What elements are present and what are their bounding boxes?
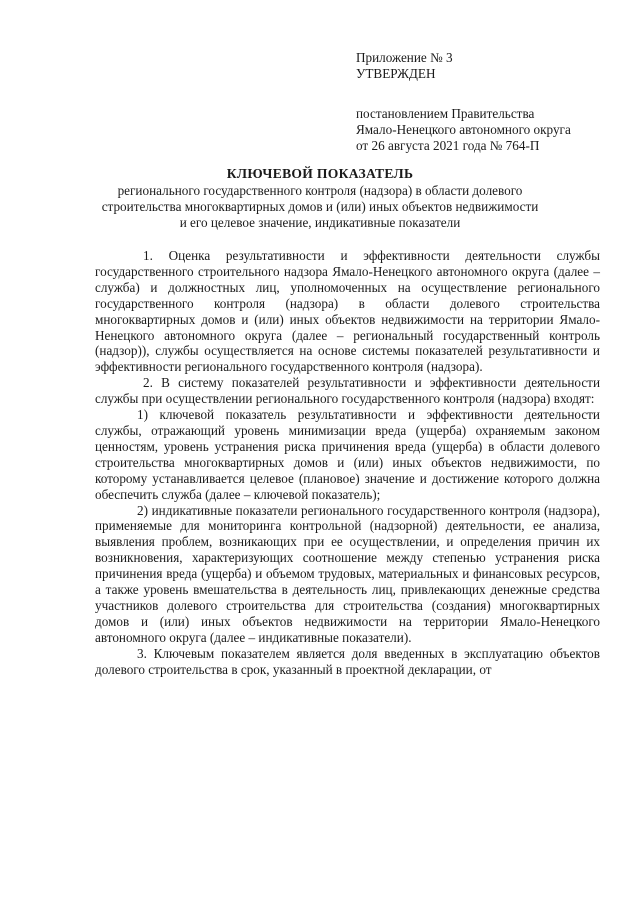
document-title: КЛЮЧЕВОЙ ПОКАЗАТЕЛЬ <box>226 166 414 181</box>
subtitle-line: регионального государственного контроля (надзора) в области долевого <box>117 183 523 198</box>
approval-block <box>356 50 571 154</box>
subparagraph-1: 1) ключевой показатель результативности и эффективности деятельности службы, отражающий уровень минимизации вреда (ущерба) охраняемым законом ценностям, уровень устранения риска причинения вреда (ущерба) в области долевого строительства многоквартирных домов и (или) иных объектов недвижимости, по которому устанавливается целевое (плановое) значение и достижение которого должна обеспечить служба (далее – ключевой показатель); <box>95 407 600 502</box>
resolution-line: постановлением Правительства <box>356 106 535 121</box>
subtitle-line: и его целевое значение, индикативные показатели <box>179 215 461 230</box>
paragraph-3: 3. Ключевым показателем является доля введенных в эксплуатацию объектов долевого строительства в срок, указанный в проектной декларации, от <box>95 645 600 677</box>
paragraph-1: 1. Оценка результативности и эффективности деятельности службы государственного строительного надзора Ямало-Ненецкого автономного округа (далее – служба) и должностных лиц, уполномоченных на осуществление регионального государственного контроля (надзора) в области долевого строительства многоквартирных домов и (или) иных объектов недвижимости на территории Ямало-Ненецкого автономного округа (далее – региональный государственный контроль (надзор)), службы осуществляется на основе системы показателей результативности и эффективности регионального государственного контроля (надзора). <box>95 248 600 375</box>
appendix-number: Приложение № 3 <box>356 50 453 65</box>
document-title-block <box>0 166 640 231</box>
resolution-line: от 26 августа 2021 года № 764-П <box>356 138 540 153</box>
document-body <box>95 248 600 677</box>
paragraph-2: 2. В систему показателей результативности и эффективности деятельности службы при осуществлении регионального государственного контроля (надзора) входят: <box>95 375 600 407</box>
approved-label: УТВЕРЖДЕН <box>356 66 436 81</box>
resolution-line: Ямало-Ненецкого автономного округа <box>356 122 571 137</box>
subparagraph-2: 2) индикативные показатели регионального государственного контроля (надзора), применяемые для мониторинга контрольной (надзорной) деятельности, ее анализа, выявления проблем, возникающих при ее осуществлении, и определения причин их возникновения, характеризующих соотношение между степенью устранения риска причинения вреда (ущерба) и объемом трудовых, материальных и финансовых ресурсов, а также уровень вмешательства в деятельность лиц, привлекающих денежные средства участников долевого строительства для строительства (создания) многоквартирных домов и (или) иных объектов недвижимости на территории Ямало-Ненецкого автономного округа (далее – индикативные показатели). <box>95 502 600 645</box>
subtitle-line: строительства многоквартирных домов и (или) иных объектов недвижимости <box>101 199 539 214</box>
